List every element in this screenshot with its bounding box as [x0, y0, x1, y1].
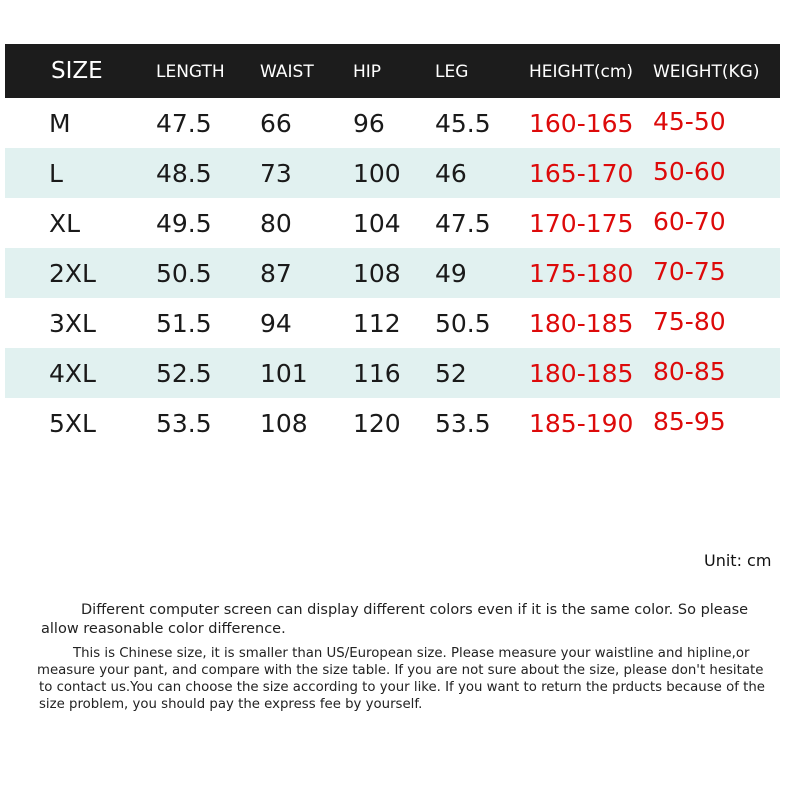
cell-waist: 66	[260, 109, 292, 138]
cell-height: 170-175	[529, 209, 634, 238]
cell-leg: 46	[435, 159, 467, 188]
cell-hip: 120	[353, 409, 401, 438]
cell-waist: 73	[260, 159, 292, 188]
cell-length: 49.5	[156, 209, 212, 238]
cell-weight: 80-85	[653, 357, 726, 386]
cell-waist: 87	[260, 259, 292, 288]
cell-length: 48.5	[156, 159, 212, 188]
cell-length: 51.5	[156, 309, 212, 338]
cell-waist: 101	[260, 359, 308, 388]
table-row	[5, 148, 780, 198]
table-row	[5, 298, 780, 348]
cell-waist: 80	[260, 209, 292, 238]
cell-leg: 47.5	[435, 209, 491, 238]
cell-size: M	[49, 109, 71, 138]
cell-height: 165-170	[529, 159, 634, 188]
size-note-line3: to contact us.You can choose the size according to your like. If you want to return the prducts because of the	[39, 680, 765, 695]
header-waist: WAIST	[260, 62, 314, 82]
table-row	[5, 98, 780, 148]
cell-hip: 112	[353, 309, 401, 338]
cell-hip: 100	[353, 159, 401, 188]
unit-label: Unit: cm	[704, 551, 772, 570]
cell-height: 180-185	[529, 359, 634, 388]
size-note-line1: This is Chinese size, it is smaller than US/European size. Please measure your waistline and hipline,or	[73, 646, 750, 661]
cell-leg: 53.5	[435, 409, 491, 438]
cell-hip: 108	[353, 259, 401, 288]
size-chart-table	[5, 44, 780, 448]
cell-size: 5XL	[49, 409, 96, 438]
color-note-line1: Different computer screen can display different colors even if it is the same color. So please	[81, 602, 749, 618]
cell-length: 52.5	[156, 359, 212, 388]
table-row	[5, 248, 780, 298]
cell-waist: 94	[260, 309, 292, 338]
cell-weight: 50-60	[653, 157, 726, 186]
color-note-line2: allow reasonable color difference.	[41, 621, 286, 637]
cell-size: L	[49, 159, 63, 188]
cell-weight: 60-70	[653, 207, 726, 236]
cell-weight: 75-80	[653, 307, 726, 336]
cell-size: 3XL	[49, 309, 96, 338]
header-size: SIZE	[51, 58, 103, 84]
cell-size: 4XL	[49, 359, 96, 388]
table-row	[5, 198, 780, 248]
cell-length: 50.5	[156, 259, 212, 288]
cell-leg: 50.5	[435, 309, 491, 338]
cell-length: 47.5	[156, 109, 212, 138]
cell-length: 53.5	[156, 409, 212, 438]
cell-waist: 108	[260, 409, 308, 438]
cell-size: XL	[49, 209, 81, 238]
cell-height: 160-165	[529, 109, 634, 138]
header-height: HEIGHT(cm)	[529, 62, 634, 82]
cell-size: 2XL	[49, 259, 96, 288]
header-weight: WEIGHT(KG)	[653, 62, 760, 82]
cell-leg: 52	[435, 359, 467, 388]
table-row	[5, 398, 780, 448]
size-note-line4: size problem, you should pay the express fee by yourself.	[39, 697, 423, 712]
table-row	[5, 348, 780, 398]
cell-leg: 49	[435, 259, 467, 288]
header-hip: HIP	[353, 62, 382, 82]
cell-height: 180-185	[529, 309, 634, 338]
cell-weight: 85-95	[653, 407, 726, 436]
cell-leg: 45.5	[435, 109, 491, 138]
cell-hip: 116	[353, 359, 401, 388]
header-leg: LEG	[435, 62, 469, 82]
table-header-row	[5, 44, 780, 98]
cell-height: 185-190	[529, 409, 634, 438]
cell-hip: 96	[353, 109, 385, 138]
cell-hip: 104	[353, 209, 401, 238]
header-length: LENGTH	[156, 62, 225, 82]
size-note-line2: measure your pant, and compare with the size table. If you are not sure about the size, please don't hesitate	[37, 663, 764, 678]
cell-weight: 70-75	[653, 257, 726, 286]
cell-weight: 45-50	[653, 107, 726, 136]
cell-height: 175-180	[529, 259, 634, 288]
